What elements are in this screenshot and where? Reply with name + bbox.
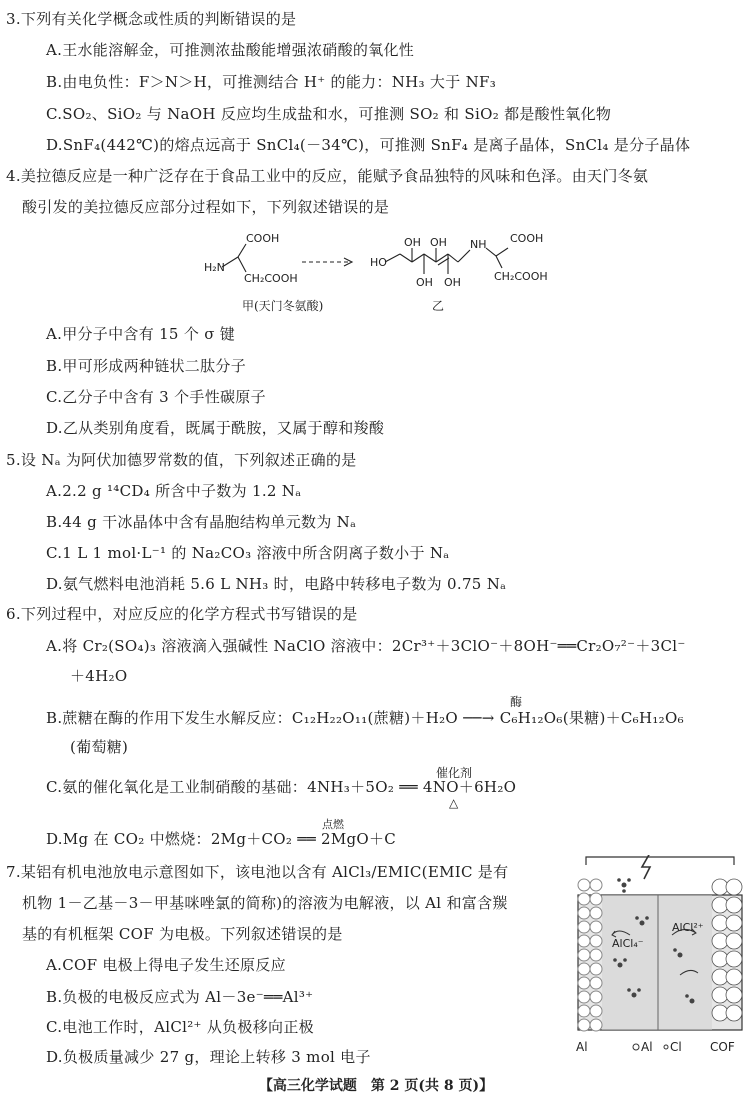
svg-text:OH: OH	[430, 236, 447, 249]
q4-option-b: B.甲可形成两种链状二肽分子	[46, 357, 246, 375]
electrode-label-cof: COF	[710, 1040, 735, 1054]
q7-option-c: C.电池工作时，AlCl²⁺ 从负极移向正极	[46, 1018, 314, 1036]
q6-catalyst-condition: 催化剂	[436, 766, 473, 780]
q7-option-b: B.负极的电极反应式为 Al－3e⁻══Al³⁺	[46, 988, 314, 1006]
q4-label-jia: 甲(天门冬氨酸)	[242, 299, 324, 313]
q6-enzyme-condition: 酶	[510, 695, 523, 709]
q5-option-b: B.44 g 干冰晶体中含有晶胞结构单元数为 Nₐ	[46, 513, 357, 531]
svg-text:HO: HO	[370, 256, 387, 269]
q7-stem-line1: 7.某铝有机电池放电示意图如下，该电池以含有 AlCl₃/EMIC(EMIC 是有	[6, 863, 509, 881]
q4-option-d: D.乙从类别角度看，既属于酰胺，又属于醇和羧酸	[46, 419, 385, 437]
q6-option-a-line2: ＋4H₂O	[70, 667, 128, 685]
q7-option-a: A.COF 电极上得电子发生还原反应	[46, 956, 286, 974]
q3-option-c: C.SO₂、SiO₂ 与 NaOH 反应均生成盐和水，可推测 SO₂ 和 SiO₂ 都是酸性氧化物	[46, 105, 612, 123]
q3-option-a: A.王水能溶解金，可推测浓盐酸能增强浓硝酸的氧化性	[46, 41, 415, 59]
svg-text:H₂N: H₂N	[204, 261, 225, 274]
q6-option-b-line1: B.蔗糖在酶的作用下发生水解反应：C₁₂H₂₂O₁₁(蔗糖)＋H₂O ──→ C₆H₁₂O₆(果糖)＋C₆H₁₂O₆	[46, 709, 684, 727]
q5-stem: 5.设 Nₐ 为阿伏加德罗常数的值，下列叙述正确的是	[6, 451, 357, 469]
svg-text:CH₂COOH: CH₂COOH	[244, 272, 298, 285]
q6-option-c: C.氨的催化氧化是工业制硝酸的基础：4NH₃＋5O₂ ══ 4NO＋6H₂O	[46, 778, 517, 796]
q6-option-b-line2: (葡萄糖)	[70, 738, 129, 756]
lightning-icon	[642, 855, 650, 879]
q3-option-b: B.由电负性：F＞N＞H，可推测结合 H⁺ 的能力：NH₃ 大于 NF₃	[46, 73, 497, 91]
q4-stem-line2: 酸引发的美拉德反应部分过程如下，下列叙述错误的是	[22, 198, 390, 216]
q4-option-c: C.乙分子中含有 3 个手性碳原子	[46, 388, 266, 406]
svg-text:COOH: COOH	[246, 232, 280, 245]
q7-option-d: D.负极质量减少 27 g，理论上转移 3 mol 电子	[46, 1048, 371, 1066]
q5-option-d: D.氨气燃料电池消耗 5.6 L NH₃ 时，电路中转移电子数为 0.75 Nₐ	[46, 575, 507, 593]
q4-label-yi: 乙	[432, 299, 445, 313]
ion-label-alcl2: AlCl²⁺	[672, 921, 704, 934]
q6-stem: 6.下列过程中，对应反应的化学方程式书写错误的是	[6, 605, 358, 623]
q6-heat-condition: △	[449, 796, 459, 810]
ion-label-alcl4: AlCl₄⁻	[612, 937, 644, 950]
q3-stem: 3.下列有关化学概念或性质的判断错误的是	[6, 10, 297, 28]
q5-option-c: C.1 L 1 mol·L⁻¹ 的 Na₂CO₃ 溶液中所含阴离子数小于 Nₐ	[46, 544, 450, 562]
q6-option-a-line1: A.将 Cr₂(SO₄)₃ 溶液滴入强碱性 NaClO 溶液中：2Cr³⁺＋3ClO⁻＋8OH⁻══Cr₂O₇²⁻＋3Cl⁻	[46, 637, 686, 655]
q4-stem-line1: 4.美拉德反应是一种广泛存在于食品工业中的反应，能赋予食品独特的风味和色泽。由天门冬氨	[6, 167, 649, 185]
battery-diagram	[572, 855, 748, 1055]
legend-al: Al	[641, 1040, 653, 1054]
q6-option-d: D.Mg 在 CO₂ 中燃烧：2Mg＋CO₂ ══ 2MgO＋C	[46, 830, 397, 848]
page-footer: 【高三化学试题 第 2 页(共 8 页)】	[258, 1078, 494, 1094]
q7-stem-line2: 机物 1－乙基－3－甲基咪唑氯的简称)的溶液为电解液，以 Al 和富含羰	[22, 894, 508, 912]
svg-text:OH: OH	[416, 276, 433, 289]
svg-text:OH: OH	[404, 236, 421, 249]
q4-option-a: A.甲分子中含有 15 个 σ 键	[46, 325, 236, 343]
svg-text:CH₂COOH: CH₂COOH	[494, 270, 548, 283]
q6-ignite-condition: 点燃	[322, 818, 344, 831]
legend-cl: Cl	[670, 1040, 682, 1054]
svg-text:COOH: COOH	[510, 232, 544, 245]
electrode-label-al: Al	[576, 1040, 588, 1054]
svg-text:OH: OH	[444, 276, 461, 289]
q3-option-d: D.SnF₄(442℃)的熔点远高于 SnCl₄(－34℃)，可推测 SnF₄ 是离子晶体，SnCl₄ 是分子晶体	[46, 136, 691, 154]
q7-stem-line3: 基的有机框架 COF 为电极。下列叙述错误的是	[22, 925, 343, 943]
q5-option-a: A.2.2 g ¹⁴CD₄ 所含中子数为 1.2 Nₐ	[46, 482, 302, 500]
svg-text:NH: NH	[470, 238, 487, 251]
